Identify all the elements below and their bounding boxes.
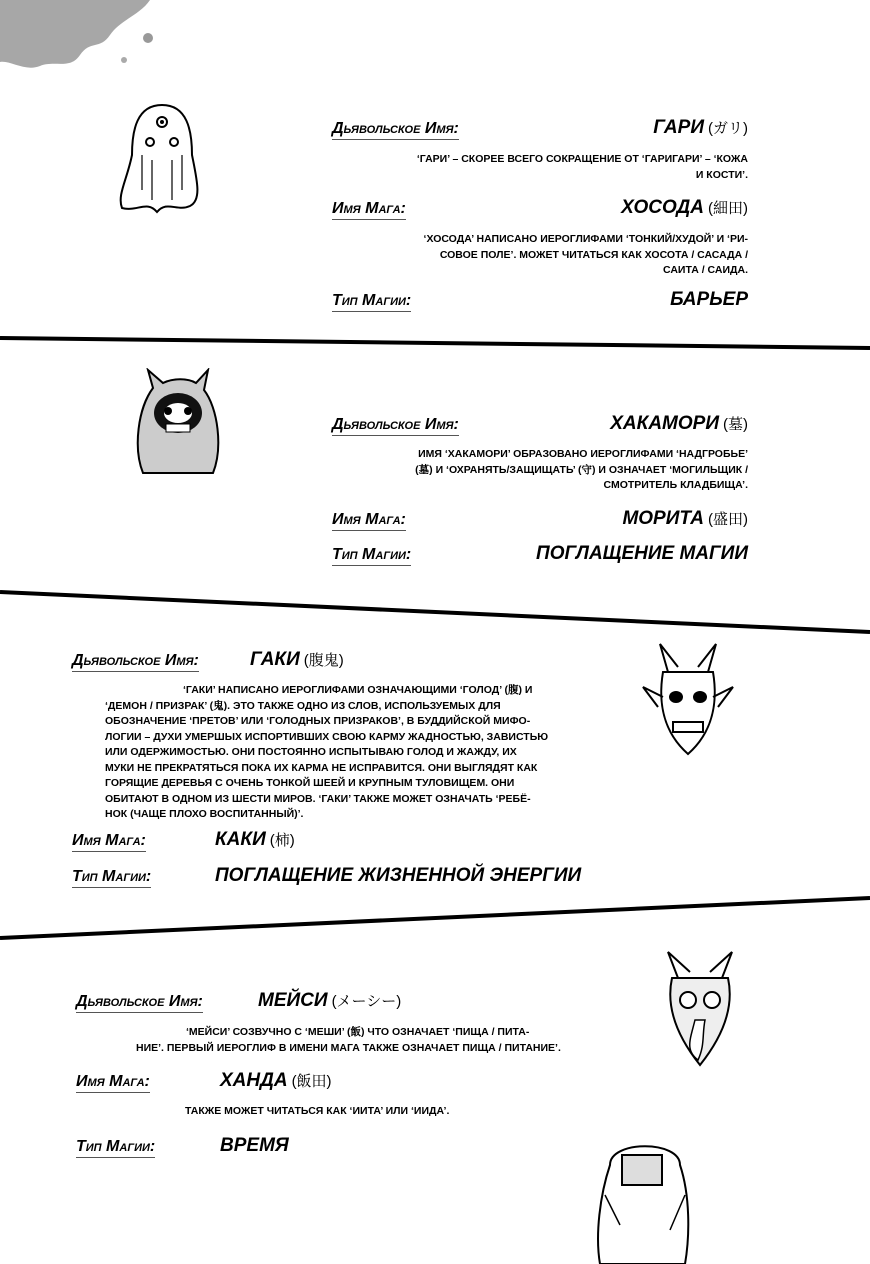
magic-type-label: Тип Магии: xyxy=(76,1138,155,1158)
devil-name-label: Дьявольское Имя: xyxy=(76,993,203,1013)
mage-name-label: Имя Мага: xyxy=(332,511,406,531)
gari-illustration xyxy=(112,100,212,220)
hakamori-illustration xyxy=(128,368,228,478)
devil-name-value: ГАКИ (腹鬼) xyxy=(250,649,344,670)
divider-3 xyxy=(0,898,870,938)
mage-name-value: ХОСОДА (細田) xyxy=(621,197,748,218)
mage-figure-illustration xyxy=(590,1135,700,1264)
mage-name-label: Имя Мага: xyxy=(72,832,146,852)
mage-name-label: Имя Мага: xyxy=(76,1073,150,1093)
mage-name-description: ‘ХОСОДА’ НАПИСАНО ИЕРОГЛИФАМИ ‘ТОНКИЙ/ХУДОЙ’ И ‘РИ- СОВОЕ ПОЛЕ’. МОЖЕТ ЧИТАТЬСЯ КАК ХОСОТА / САСАДА / САИТА / САИДА. xyxy=(423,233,748,276)
devil-name-label: Дьявольское Имя: xyxy=(332,120,459,140)
divider-2 xyxy=(0,592,870,632)
magic-type-value: ПОГЛАЩЕНИЕ МАГИИ xyxy=(536,543,748,564)
mage-name-value: МОРИТА (盛田) xyxy=(622,508,748,529)
meisi-illustration xyxy=(650,950,750,1070)
magic-type-value: ВРЕМЯ xyxy=(220,1135,289,1156)
devil-name-value: ХАКАМОРИ (墓) xyxy=(610,413,748,434)
devil-name-label: Дьявольское Имя: xyxy=(332,416,459,436)
devil-name-description: ‘ГАКИ’ НАПИСАНО ИЕРОГЛИФАМИ ОЗНАЧАЮЩИМИ ‘ГОЛОД’ (腹) И ‘ДЕМОН / ПРИЗРАК’ (鬼). ЭТО ТАКЖЕ ОДНО ИЗ СЛОВ, ИСПОЛЬЗУЕМЫХ ДЛЯ ОБОЗНАЧЕНИЕ ‘ПРЕТОВ’ ИЛИ ‘ГОЛОДНЫХ ПРИЗРАКОВ’, В БУДДИЙСКОЙ МИФО- ЛОГИИ – ДУХИ УМЕРШЫХ ИСПОРТИВШИХ СВОЮ КАРМУ ЖАДНОСТЬЮ, ЗАВИСТЬЮ ИЛИ ОДЕРЖИМОСТЬЮ. ОНИ ПОСТОЯННО ИСПЫТЫВАЮ ГОЛОД И ЖАЖДУ, ИХ МУКИ НЕ ПРЕКРАТЯТЬСЯ ПОКА ИХ КАРМА НЕ ИСПРАВИТСЯ. ОНИ ВЫГЛЯДЯТ КАК ГОРЯЩИЕ ДЕРЕВЬЯ С ОЧЕНЬ ТОНКОЙ ШЕЕЙ И КРУПНЫМ ТУЛОВИЩЕМ. ОНИ ОБИТАЮТ В ОДНОМ ИЗ ШЕСТИ МИРОВ. ‘ГАКИ’ ТАКЖЕ МОЖЕТ ОЗНАЧАТЬ ‘РЕБЁ- НОК (ЧАЩЕ ПЛОХО ВОСПИТАННЫЙ)’. xyxy=(105,684,549,820)
magic-type-value: ПОГЛАЩЕНИЕ ЖИЗНЕННОЙ ЭНЕРГИИ xyxy=(215,865,582,886)
mage-name-value: КАКИ (柿) xyxy=(215,829,295,850)
devil-name-description: ‘ГАРИ’ – СКОРЕЕ ВСЕГО СОКРАЩЕНИЕ ОТ ‘ГАРИГАРИ’ – ‘КОЖА И КОСТИ’. xyxy=(416,153,748,181)
devil-name-label: Дьявольское Имя: xyxy=(72,652,199,672)
devil-name-description: ИМЯ ‘ХАКАМОРИ’ ОБРАЗОВАНО ИЕРОГЛИФАМИ ‘НАДГРОБЬЕ’ (墓) И ‘ОХРАНЯТЬ/ЗАЩИЩАТЬ’ (守) И ОЗНАЧАЕТ ‘МОГИЛЬЩИК / СМОТРИТЕЛЬ КЛАДБИЩА’. xyxy=(415,448,748,491)
devil-name-description: ‘МЕЙСИ’ СОЗВУЧНО С ‘МЕШИ’ (飯) ЧТО ОЗНАЧАЕТ ‘ПИЩА / ПИТА- НИЕ’. ПЕРВЫЙ ИЕРОГЛИФ В ИМЕНИ МАГА ТАКЖЕ ОЗНАЧАЕТ ПИЩА / ПИТАНИЕ’. xyxy=(136,1026,561,1054)
mage-name-description: ТАКЖЕ МОЖЕТ ЧИТАТЬСЯ КАК ‘ИИТА’ ИЛИ ‘ИИДА’. xyxy=(185,1105,450,1117)
magic-type-label: Тип Магии: xyxy=(72,868,151,888)
magic-type-value: БАРЬЕР xyxy=(670,289,748,310)
devil-name-value: ГАРИ (ガリ) xyxy=(653,117,748,138)
mage-name-value: ХАНДА (飯田) xyxy=(220,1070,332,1091)
divider-1 xyxy=(0,338,870,348)
mage-name-label: Имя Мага: xyxy=(332,200,406,220)
gaki-illustration xyxy=(638,642,738,762)
magic-type-label: Тип Магии: xyxy=(332,546,411,566)
devil-name-value: МЕЙСИ (メーシー) xyxy=(258,990,402,1011)
magic-type-label: Тип Магии: xyxy=(332,292,411,312)
